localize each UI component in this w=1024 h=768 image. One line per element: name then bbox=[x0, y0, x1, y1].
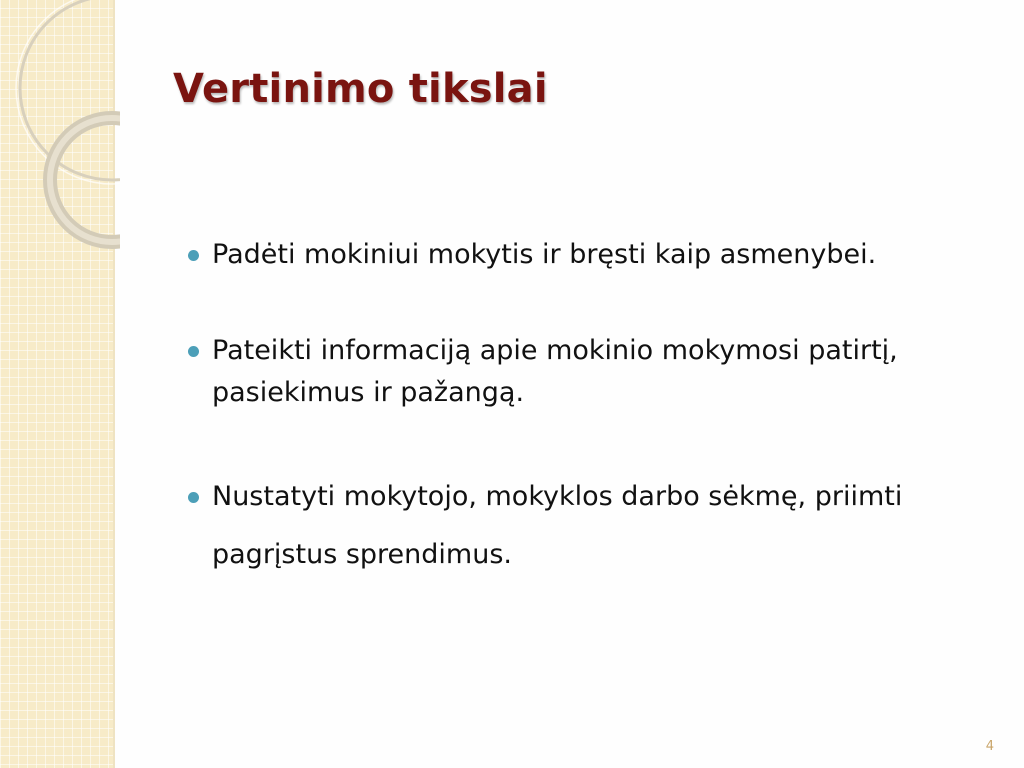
bullet-text: Pateikti informaciją apie mokinio mokymosi patirtį, pasiekimus ir pažangą. bbox=[212, 335, 898, 408]
slide-title: Vertinimo tikslai bbox=[173, 66, 548, 112]
bullet-item bbox=[188, 468, 998, 584]
decorative-rings-icon bbox=[0, 0, 120, 260]
bullet-item bbox=[188, 234, 998, 276]
bullet-icon bbox=[188, 250, 199, 261]
bullet-text: Padėti mokiniui mokytis ir bręsti kaip asmenybei. bbox=[212, 239, 877, 270]
bullet-item bbox=[188, 330, 998, 414]
bullet-list bbox=[188, 234, 998, 584]
bullet-text: Nustatyti mokytojo, mokyklos darbo sėkmę, priimti pagrįstus sprendimus. bbox=[212, 481, 903, 570]
bullet-icon bbox=[188, 492, 199, 503]
page-number: 4 bbox=[985, 739, 994, 754]
bullet-icon bbox=[188, 346, 199, 357]
